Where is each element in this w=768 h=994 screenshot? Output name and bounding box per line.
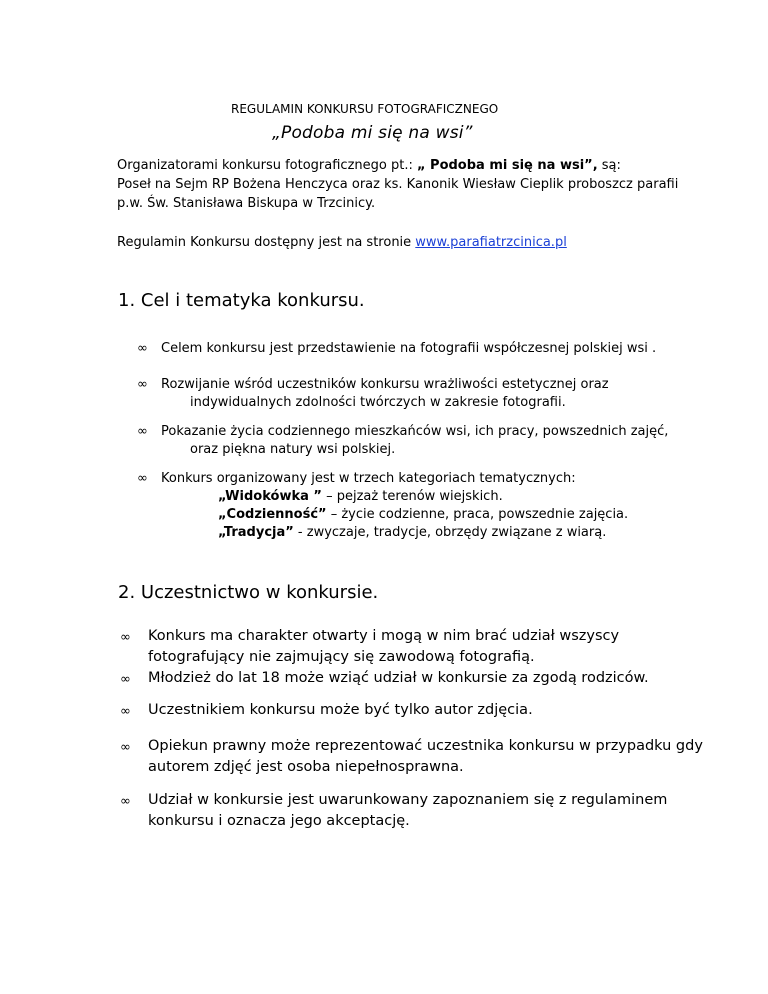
s2-bullet-1-line-2: fotografujący nie zajmujący się zawodową fotografią. [148,649,535,665]
s2-bullet-3: Uczestnikiem konkursu może być tylko autor zdjęcia. [148,702,533,718]
bullet-icon: ∞ [120,704,131,719]
s2-bullet-2: Młodzież do lat 18 może wziąć udział w konkursie za zgodą rodziców. [148,670,649,686]
category-widokowka: „Widokówka ” – pejzaż terenów wiejskich. [218,489,503,504]
s2-bullet-4-line-1: Opiekun prawny może reprezentować uczestnika konkursu w przypadku gdy [148,738,703,754]
s1-bullet-3-line-2: oraz piękna natury wsi polskiej. [190,442,396,457]
bullet-icon: ∞ [120,630,131,645]
section-1-heading: 1. Cel i tematyka konkursu. [118,290,365,311]
contest-title-bold: „ Podoba mi się na wsi”, [416,158,598,173]
bullet-icon: ∞ [120,672,131,687]
bullet-icon: ∞ [120,740,131,755]
intro-line-2: Poseł na Sejm RP Bożena Henczyca oraz ks. Kanonik Wiesław Cieplik proboszcz parafii [117,177,679,192]
bullet-icon: ∞ [137,377,148,392]
s1-bullet-2-line-2: indywidualnych zdolności twórczych w zakresie fotografii. [190,395,566,410]
regulamin-line: Regulamin Konkursu dostępny jest na stronie www.parafiatrzcinica.pl [117,235,567,250]
s1-bullet-3-line-1: Pokazanie życia codziennego mieszkańców wsi, ich pracy, powszednich zajęć, [161,424,669,439]
category-codziennosc: „Codzienność” – życie codzienne, praca, powszednie zajęcia. [218,507,629,522]
category-tradycja: „Tradycja” - zwyczaje, tradycje, obrzędy związane z wiarą. [218,525,607,540]
s1-bullet-2-line-1: Rozwijanie wśród uczestników konkursu wrażliwości estetycznej oraz [161,377,609,392]
bullet-icon: ∞ [137,424,148,439]
document-title: REGULAMIN KONKURSU FOTOGRAFICZNEGO [231,102,499,116]
document-subtitle: „Podoba mi się na wsi” [272,123,473,143]
s2-bullet-4-line-2: autorem zdjęć jest osoba niepełnosprawna. [148,759,464,775]
s2-bullet-5-line-2: konkursu i oznacza jego akceptację. [148,813,410,829]
s2-bullet-5-line-1: Udział w konkursie jest uwarunkowany zapoznaniem się z regulaminem [148,792,668,808]
website-link[interactable]: www.parafiatrzcinica.pl [415,235,567,250]
intro-line-3: p.w. Św. Stanisława Biskupa w Trzcinicy. [117,196,376,211]
s2-bullet-1-line-1: Konkurs ma charakter otwarty i mogą w nim brać udział wszyscy [148,628,620,644]
bullet-icon: ∞ [137,341,148,356]
s1-bullet-1: Celem konkursu jest przedstawienie na fotografii współczesnej polskiej wsi . [161,341,657,356]
bullet-icon: ∞ [137,471,148,486]
s1-bullet-4: Konkurs organizowany jest w trzech kategoriach tematycznych: [161,471,576,486]
intro-line-1: Organizatorami konkursu fotograficznego pt.: „ Podoba mi się na wsi”, są: [117,158,621,173]
bullet-icon: ∞ [120,794,131,809]
section-2-heading: 2. Uczestnictwo w konkursie. [118,582,379,603]
